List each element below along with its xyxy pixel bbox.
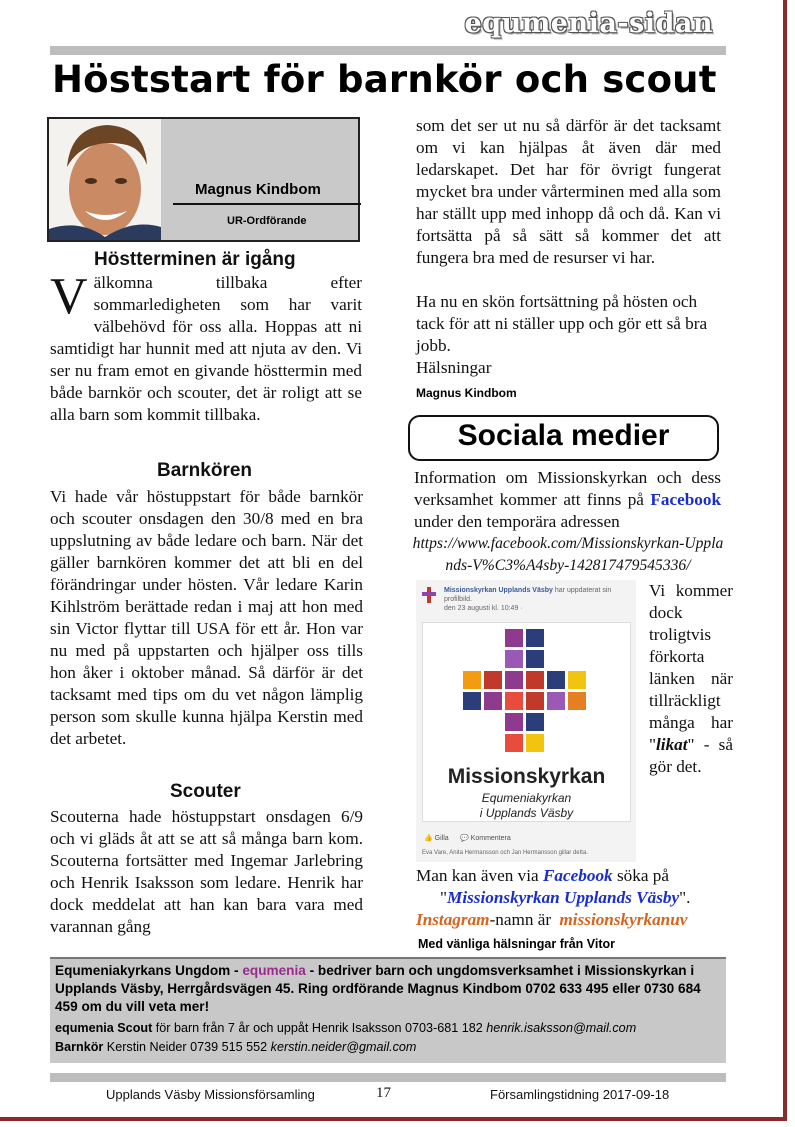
cross-tile — [568, 671, 586, 689]
social-info-text: Information om Missionskyrkan och dess verksamhet kommer att finns på — [414, 468, 721, 509]
contact-info-box — [50, 957, 726, 1063]
headline: Höststart för barnkör och scout — [52, 58, 717, 101]
cross-tile — [505, 734, 523, 752]
footer-left: Upplands Väsby Missionsförsamling — [106, 1087, 315, 1102]
closing-greeting: Med vänliga hälsningar från Vitor — [418, 937, 616, 951]
equmenia-brand: equmenia — [242, 963, 306, 978]
cross-tile — [505, 671, 523, 689]
logo-title: Missionskyrkan — [447, 765, 606, 788]
quote-open: " — [440, 888, 448, 907]
section1-body: älkomna tillbaka efter sommarledigheten som har varit välbehövd för oss alla. Hoppas att ni samtidigt har hunnit med att njuta av den. Vi ser nu fram emot en givande hösttermin med både barnkör och scouter, det är roligt att se alla barn som kommit tillbaka. — [50, 273, 362, 424]
section-title-barnkoren: Barnkören — [157, 460, 253, 481]
cross-tile — [526, 692, 544, 710]
choir-text: Kerstin Neider 0739 515 552 — [103, 1040, 271, 1054]
profile-role: UR-Ordförande — [227, 215, 307, 227]
search-info — [416, 865, 721, 931]
logo-subtitle-2: i Upplands Väsby — [479, 806, 574, 820]
cross-tile — [568, 692, 586, 710]
instagram-label: Instagram — [416, 910, 490, 929]
top-divider — [50, 46, 726, 55]
choir-contact — [55, 1038, 416, 1056]
facebook-search-label: Facebook — [542, 866, 613, 885]
profile-divider — [173, 203, 361, 205]
profile-name: Magnus Kindbom — [195, 181, 321, 198]
section-text-barnkoren: Vi hade vår höstuppstart för både barnkör och scouter onsdagen den 30/8 med en bra uppslutning av både ledare och barn. När det gäller barnkören kommer det att bli en del förändringar under hösten. Vår ledare Karin Kihlström berättade redan i maj att hon med sin Victor flyttar till USA för ett år. Hon var nu med på uppstarten och hjälper oss tills hon åker i oktober månad. Så därför är det tacksamt med tips om du vet någon lämplig person som skulle kunna hjälpa Kerstin med det arbetet. — [50, 487, 363, 748]
section-title-hostterminen: Höstterminen är igång — [94, 249, 296, 270]
bottom-divider — [50, 1073, 726, 1082]
section-text-hostterminen — [50, 268, 362, 426]
choir-label: Barnkör — [55, 1040, 104, 1054]
cross-tile — [505, 629, 523, 647]
facebook-label: Facebook — [650, 490, 722, 509]
portrait-photo — [49, 119, 161, 240]
cross-tile — [463, 671, 481, 689]
brand-title: equmenia-sidan — [464, 8, 713, 39]
profile-box — [47, 117, 360, 242]
church-logo-icon — [422, 587, 436, 603]
choir-email[interactable]: kerstin.neider@gmail.com — [270, 1040, 417, 1054]
cross-tile — [505, 650, 523, 668]
search-page-name: Missionskyrkan Upplands Väsby — [447, 888, 680, 907]
fb-comment-button[interactable]: 💬 Kommentera — [460, 835, 511, 842]
shorten-link-note — [649, 580, 733, 778]
cross-tile — [484, 692, 502, 710]
social-info — [414, 467, 721, 533]
social-media-title: Sociala medier — [457, 419, 670, 452]
cross-tile — [547, 692, 565, 710]
continued-text-2: Ha nu en skön fortsättning på hösten och tack för att ni ställer upp och gör ett så bra jobb. — [416, 292, 708, 355]
fb-likes-text: Eva Vare, Anita Hermansson och Jan Hermansson gillar detta. — [422, 850, 588, 856]
social-media-box — [408, 415, 719, 461]
cross-tile — [526, 671, 544, 689]
liked-word: likat — [656, 735, 688, 754]
cross-tile — [526, 650, 544, 668]
cross-tile — [505, 692, 523, 710]
scout-contact — [55, 1019, 636, 1037]
continued-text: som det ser ut nu så därför är det tacksamt om vi kan hjälpas åt även där med ledarskapet. Det har för övrigt fungerat mycket bra under vårterminen med alla som har ställt upp med inhopp då och då. Kan vi fortsätta på så sätt så kommer det att fungera bra med de resurser vi har. — [416, 116, 721, 267]
fb-post-image — [422, 622, 631, 822]
dropcap: V — [50, 268, 88, 325]
cross-tile — [505, 713, 523, 731]
signature: Magnus Kindbom — [416, 386, 517, 400]
logo-subtitle-1: Equmeniakyrkan — [481, 791, 572, 805]
cross-tile — [547, 671, 565, 689]
fb-like-label: Gilla — [434, 835, 449, 842]
page-number: 17 — [376, 1085, 391, 1101]
social-info-text-2: under den temporära adressen — [414, 512, 620, 531]
contact-text-1: Equmeniakyrkans Ungdom - — [55, 963, 243, 978]
contact-main — [55, 962, 705, 1016]
section-text-scouter: Scouterna hade höstuppstart onsdagen 6/9 och vi gläds åt att se att så många barn kom. Scouterna fortsätter med Ingemar Jarlebring och Henrik Isaksson som ledare. Henrik har dock meddelat att han kan bara vara med varannan gång — [50, 807, 363, 936]
fb-post-date: den 23 augusti kl. 10:49 · — [444, 605, 523, 612]
fb-post-action: har uppdaterat sin profilbild. — [444, 587, 612, 603]
search-info-text-2: söka på — [616, 866, 669, 885]
instagram-text: -namn är — [489, 910, 552, 929]
contact-text-2: - bedriver barn och ungdomsverksamhet i Missionskyrkan i Upplands Väsby, Herrgårdsvägen 45. Ring ordförande Magnus Kindbom 0702 633 495 eller 0730 684 459 om du vill veta mer! — [55, 963, 701, 1014]
fb-comment-label: Kommentera — [470, 835, 511, 842]
shorten-note-text-2: " - så gör det. — [649, 735, 733, 776]
fb-post-header — [444, 586, 634, 613]
cross-tile — [526, 629, 544, 647]
cross-tile — [526, 713, 544, 731]
instagram-handle: missionskyrkanuv — [559, 910, 688, 929]
scout-email[interactable]: henrik.isaksson@mail.com — [486, 1021, 637, 1035]
footer-right: Församlingstidning 2017-09-18 — [490, 1087, 670, 1102]
scout-label: equmenia Scout — [55, 1021, 153, 1035]
greeting: Hälsningar — [416, 358, 492, 377]
quote-close: ". — [679, 888, 691, 907]
shorten-note-text: Vi kommer dock troligtvis förkorta länken när tillräckligt många har " — [649, 581, 733, 754]
search-info-text: Man kan även via — [416, 866, 539, 885]
fb-page-name[interactable]: Missionskyrkan Upplands Väsby — [444, 587, 553, 594]
scout-text: för barn från 7 år och uppåt Henrik Isaksson 0703-681 182 — [152, 1021, 487, 1035]
fb-like-button[interactable]: 👍 Gilla — [424, 835, 449, 842]
facebook-post-screenshot — [416, 580, 636, 862]
cross-tile — [463, 692, 481, 710]
cross-tile — [484, 671, 502, 689]
facebook-url[interactable]: https://www.facebook.com/Missionskyrkan-Upplands-V%C3%A4sby-142817479545336/ — [412, 535, 724, 574]
cross-tile — [526, 734, 544, 752]
section-title-scouter: Scouter — [170, 781, 241, 802]
